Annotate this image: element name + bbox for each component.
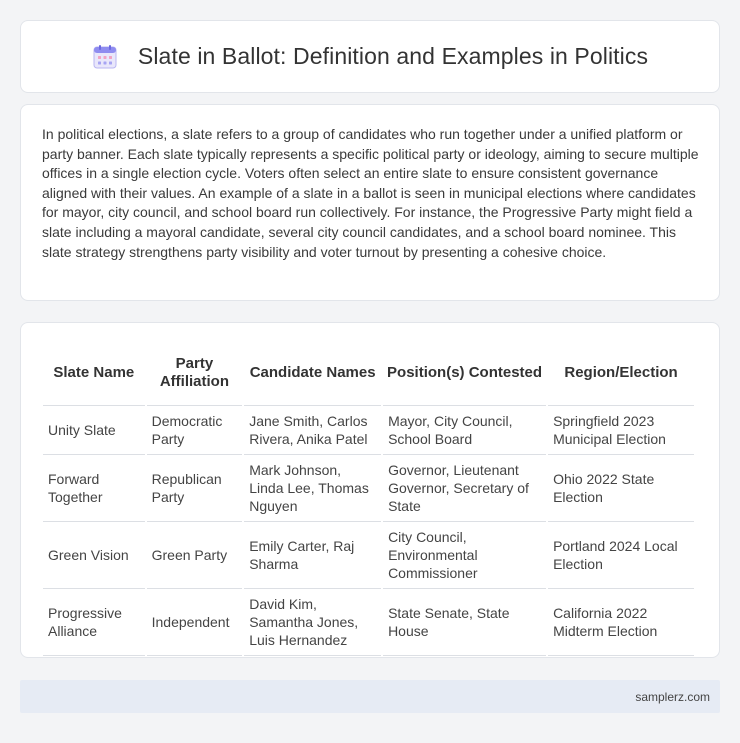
header-slate-name: Slate Name	[43, 341, 145, 406]
footer-bar	[20, 680, 720, 713]
page-title: Slate in Ballot: Definition and Examples in Politics	[137, 43, 649, 69]
header-candidate-names: Candidate Names	[244, 341, 381, 406]
cell-positions: Governor, Lieutenant Governor, Secretary of State	[383, 455, 546, 522]
cell-positions: State Senate, State House	[383, 589, 546, 656]
header-party-affiliation: Party Affiliation	[147, 341, 243, 406]
cell-positions: City Council, Environmental Commissioner	[383, 522, 546, 589]
calendar-icon	[92, 44, 118, 70]
cell-party: Green Party	[147, 522, 243, 589]
cell-slate-name: Progressive Alliance	[43, 589, 145, 656]
header-positions: Position(s) Contested	[383, 341, 546, 406]
cell-candidates: Mark Johnson, Linda Lee, Thomas Nguyen	[244, 455, 381, 522]
cell-slate-name: Green Vision	[43, 522, 145, 589]
table-row	[43, 522, 694, 589]
table-row	[43, 455, 694, 522]
cell-region: Springfield 2023 Municipal Election	[548, 406, 694, 455]
intro-card	[20, 104, 720, 301]
cell-candidates: David Kim, Samantha Jones, Luis Hernandez	[244, 589, 381, 656]
cell-region: California 2022 Midterm Election	[548, 589, 694, 656]
intro-paragraph: In political elections, a slate refers to a group of candidates who run together under a unified platform or party banner. Each slate typically represents a specific political party or ideology, aiming to secure multiple offices in a single election cycle. Voters often select an entire slate to ensure consistent governance aligned with their values. An example of a slate in a ballot is seen in municipal elections where candidates for mayor, city council, and school board run collectively. For instance, the Progressive Party might field a slate including a mayoral candidate, several city council candidates, and a school board nominee. This slate strategy strengthens party visibility and voter turnout by presenting a cohesive choice.	[42, 126, 699, 260]
table-row	[43, 406, 694, 455]
cell-region: Portland 2024 Local Election	[548, 522, 694, 589]
cell-positions: Mayor, City Council, School Board	[383, 406, 546, 455]
slate-table	[41, 341, 696, 656]
cell-candidates: Jane Smith, Carlos Rivera, Anika Patel	[244, 406, 381, 455]
cell-slate-name: Unity Slate	[43, 406, 145, 455]
table-header-row	[43, 341, 694, 406]
cell-region: Ohio 2022 State Election	[548, 455, 694, 522]
cell-party: Democratic Party	[147, 406, 243, 455]
cell-party: Independent	[147, 589, 243, 656]
cell-candidates: Emily Carter, Raj Sharma	[244, 522, 381, 589]
table-row	[43, 589, 694, 656]
cell-party: Republican Party	[147, 455, 243, 522]
table-card	[20, 322, 720, 658]
cell-slate-name: Forward Together	[43, 455, 145, 522]
title-card	[20, 20, 720, 93]
footer-site-link[interactable]: samplerz.com	[635, 689, 710, 704]
header-region-election: Region/Election	[548, 341, 694, 406]
